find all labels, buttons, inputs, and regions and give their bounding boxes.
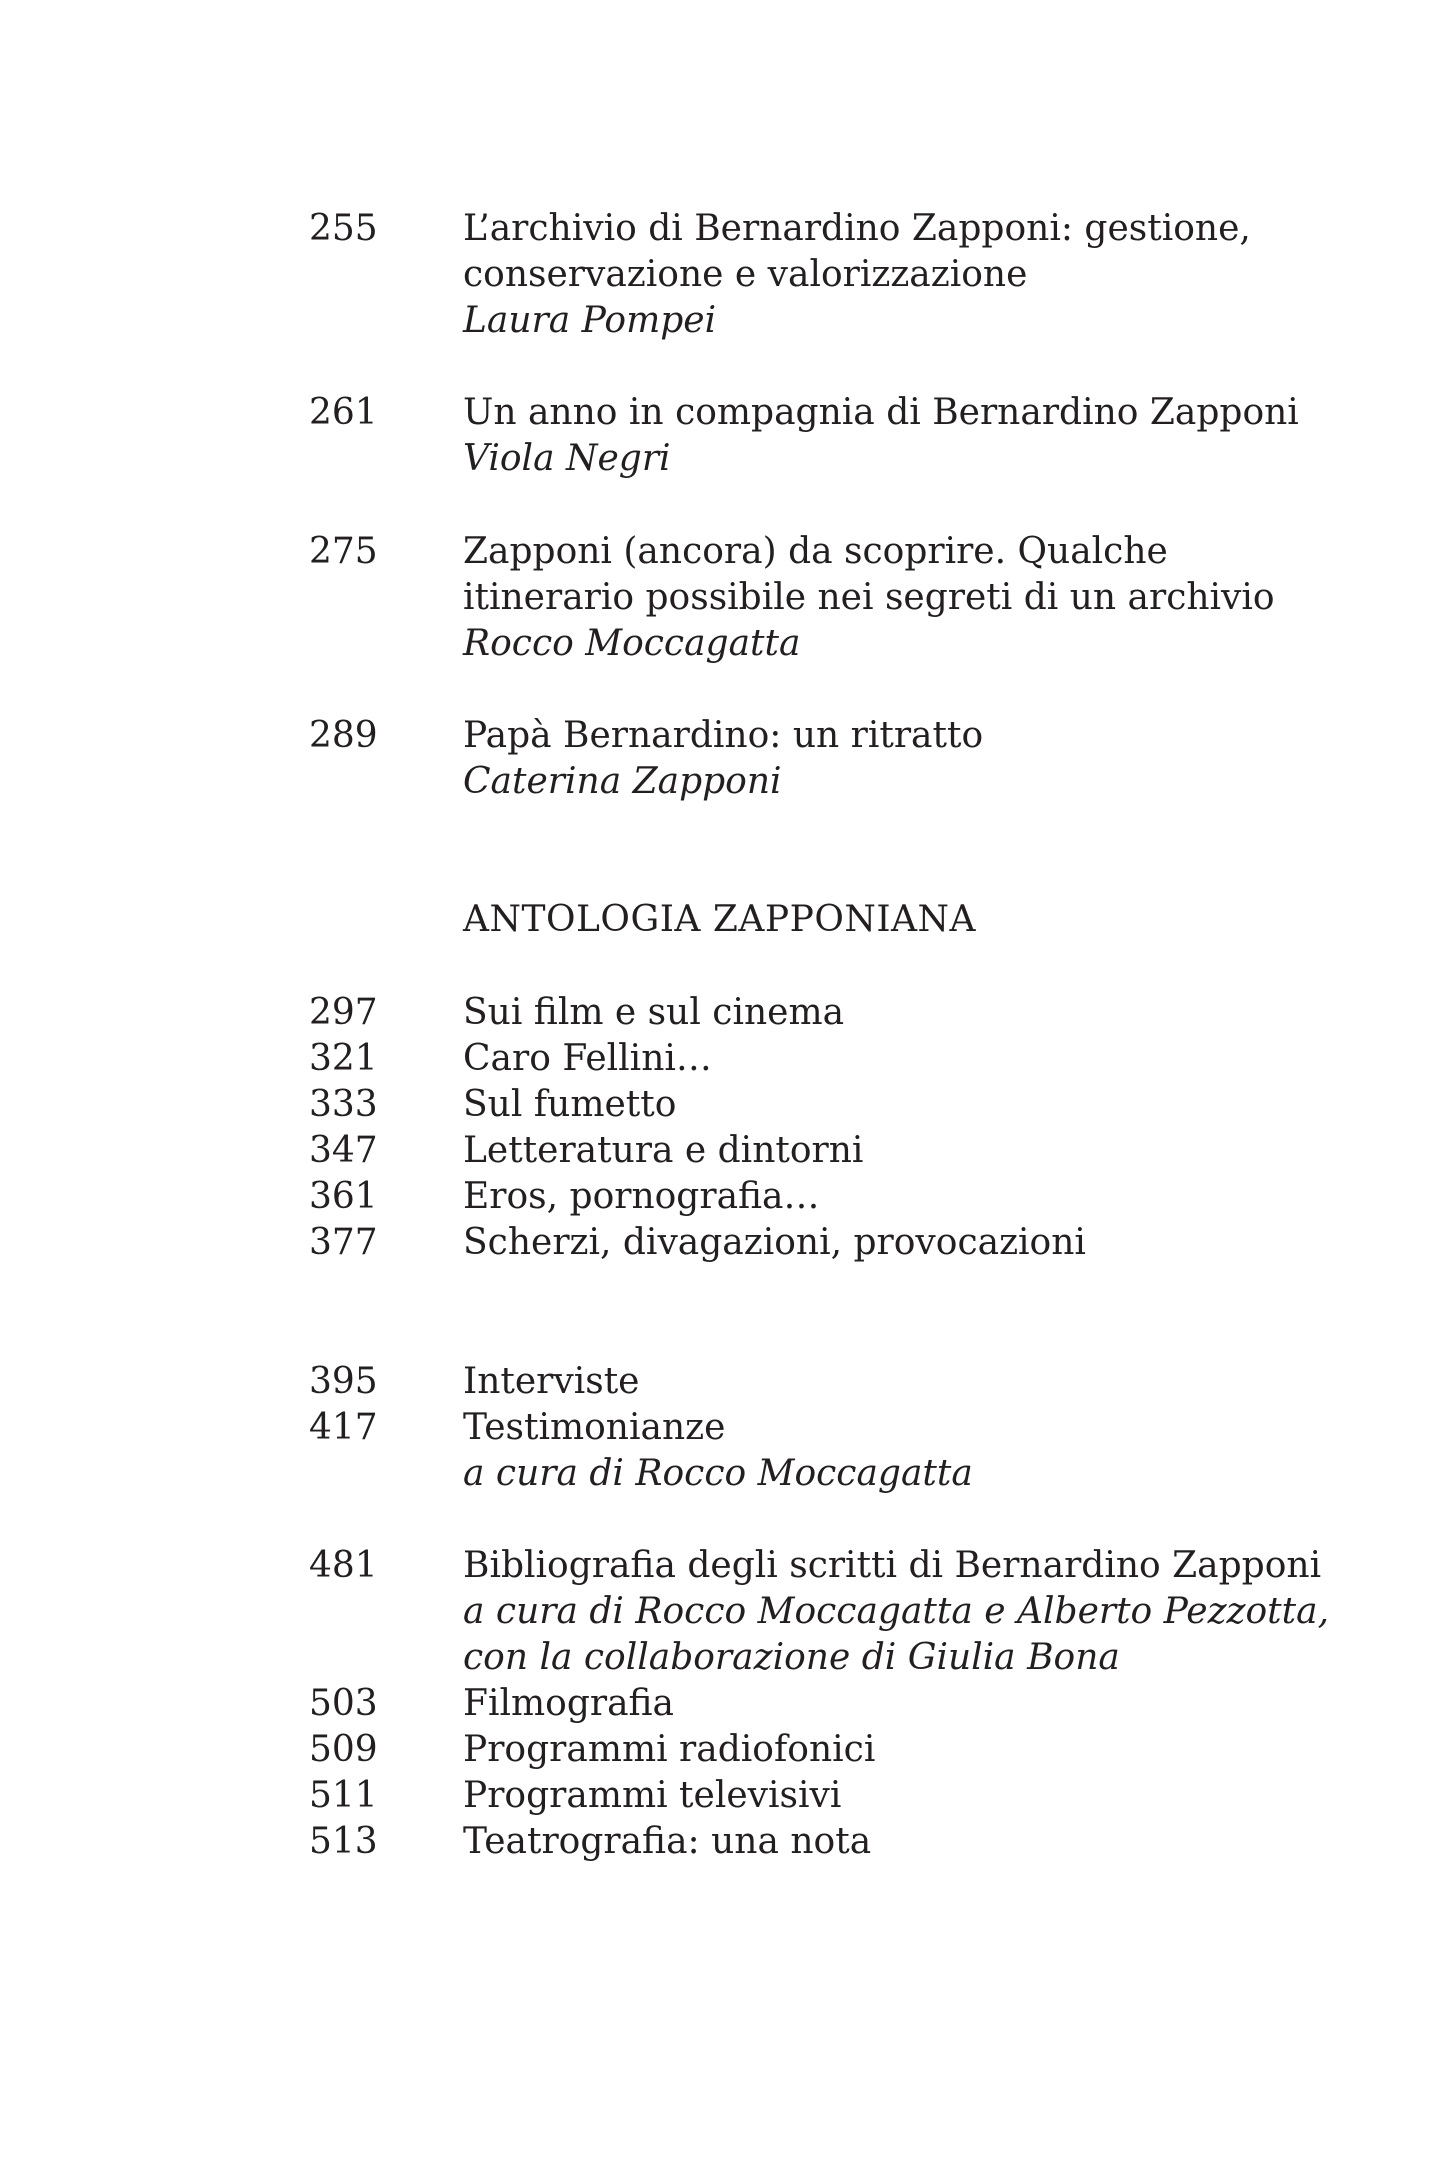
- entry-title-line: Un anno in compagnia di Bernardino Zapponi: [463, 392, 1299, 433]
- entry-editor: a cura di Rocco Moccagatta e Alberto Pezzotta,: [463, 1591, 1330, 1632]
- page-number: 347: [309, 1130, 378, 1171]
- entry-title: Eros, pornografia…: [463, 1176, 820, 1217]
- entry-editor: con la collaborazione di Giulia Bona: [463, 1637, 1120, 1678]
- entry-text: [463, 390, 1299, 482]
- entry-title-line: L’archivio di Bernardino Zapponi: gestione,: [463, 208, 1251, 249]
- page-number: 275: [309, 531, 378, 572]
- page-number: 255: [309, 208, 378, 249]
- page-number: 395: [309, 1361, 378, 1402]
- entry-title: Letteratura e dintorni: [463, 1130, 864, 1171]
- entry-title: Testimonianze: [463, 1407, 726, 1448]
- page-number: 417: [309, 1407, 378, 1448]
- entry-author: Rocco Moccagatta: [463, 623, 801, 664]
- entry-title-line: Zapponi (ancora) da scoprire. Qualche: [463, 531, 1168, 572]
- entry-title-line: itinerario possibile nei segreti di un archivio: [463, 577, 1275, 618]
- entry-title: Sul fumetto: [463, 1084, 677, 1125]
- entry-title: Teatrografia: una nota: [463, 1821, 872, 1862]
- entry-title: Caro Fellini…: [463, 1038, 712, 1079]
- entry-title: Bibliografia degli scritti di Bernardino Zapponi: [463, 1545, 1322, 1586]
- entry-title: Programmi televisivi: [463, 1775, 842, 1816]
- entry-title: Scherzi, divagazioni, provocazioni: [463, 1222, 1086, 1263]
- entry-title-line: Papà Bernardino: un ritratto: [463, 715, 984, 756]
- entry-author: Caterina Zapponi: [463, 761, 782, 802]
- entry-text: [463, 1543, 1329, 1681]
- page-number: 333: [309, 1084, 378, 1125]
- page-number: 503: [309, 1683, 378, 1724]
- page-number: 511: [309, 1775, 378, 1816]
- entry-title: Programmi radiofonici: [463, 1729, 876, 1770]
- entry-text: [463, 529, 1275, 667]
- entry-text: [463, 206, 1251, 344]
- entry-author: Viola Negri: [463, 438, 671, 479]
- entry-title: Sui film e sul cinema: [463, 992, 845, 1033]
- page-number: 509: [309, 1729, 378, 1770]
- page-number: 481: [309, 1545, 378, 1586]
- section-heading: ANTOLOGIA ZAPPONIANA: [463, 899, 977, 940]
- page-number: 377: [309, 1222, 378, 1263]
- page-number: 289: [309, 715, 378, 756]
- page-number: 297: [309, 992, 378, 1033]
- entry-editor: a cura di Rocco Moccagatta: [463, 1453, 973, 1494]
- page-number: 361: [309, 1176, 378, 1217]
- page-number: 321: [309, 1038, 378, 1079]
- page-number: 261: [309, 392, 378, 433]
- entry-title-line: conservazione e valorizzazione: [463, 254, 1028, 295]
- entry-title: Filmografia: [463, 1683, 675, 1724]
- page-number: 513: [309, 1821, 378, 1862]
- entry-text: [463, 713, 983, 805]
- entry-author: Laura Pompei: [463, 300, 717, 341]
- entry-title: Interviste: [463, 1361, 640, 1402]
